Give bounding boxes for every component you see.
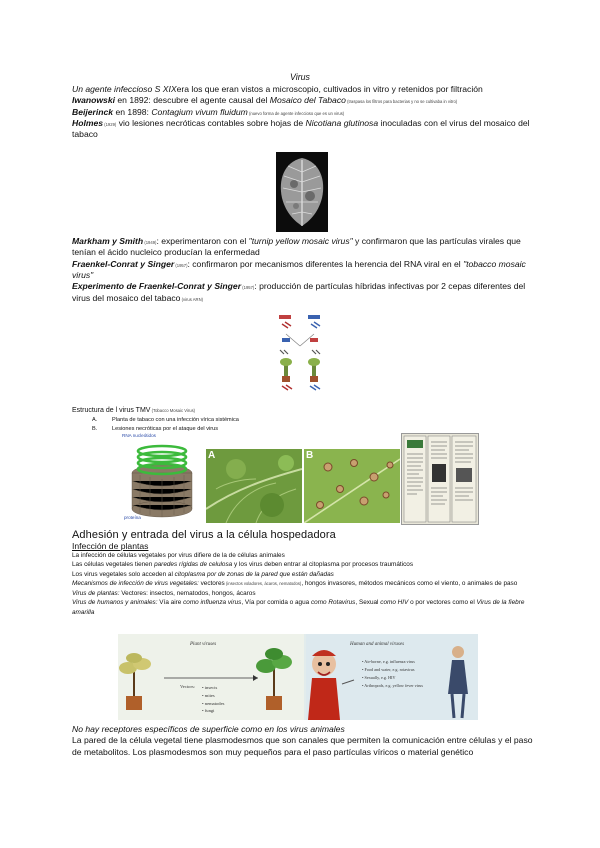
list-item: • Air-borne, e.g. influenza virus (362, 659, 415, 664)
closing-paragraphs (72, 724, 534, 758)
section-body (72, 551, 542, 617)
list-item: A. Planta de tabaco con una infección vírica sistémica (92, 417, 239, 423)
photo-b-label: B (306, 450, 314, 461)
paragraph-holmes: Holmes (1929) vio lesiones necróticas contables sobre hojas de Nicotiana glutinosa inoculadas con el virus del mosaico del tabaco (72, 118, 530, 140)
history-paragraphs (72, 84, 532, 141)
tobacco-leaf-photo (276, 152, 328, 232)
paragraph-plasmodesmos: La pared de la célula vegetal tiene plasmodesmos que son canales que permiten la comunicación entre células y el paso de metabolitos. Los plasmodesmos son muy pequeños para el paso partículas víricos o material genético (72, 735, 533, 757)
paragraph-receptores: No hay receptores específicos de superficie como en los virus animales (72, 724, 345, 734)
rna-label: RNA nucleótidos (122, 433, 156, 438)
plant-vectors-list (202, 684, 224, 715)
tmv-structure-figure (122, 433, 204, 523)
paragraph-agente: Un agente infeccioso S XIXera los que eran vistos a microscopio, cultivados in vitro y retenidos por filtración (72, 84, 483, 94)
line-paredes: Las células vegetales tienen paredes rígidas de celulosa y los virus deben entrar al citoplasma por procesos traumáticos (72, 561, 414, 569)
list-item: • Arthropods, e.g. yellow fever virus (362, 682, 424, 688)
list-item: • Sexually, e.g. HIV (362, 674, 396, 680)
list-item: • mites (202, 692, 215, 698)
section-heading: Adhesión y entrada del virus a la célula hospedadora (72, 529, 336, 541)
protein-label: proteína (124, 515, 141, 520)
vectors-label: Vectors: (180, 684, 196, 689)
paragraph-markham: Markham y Smith (1949): experimentaron con el "turnip yellow mosaic virus" y confirmaron que las partículas virales que tenían el ácido nucleico producían la enfermedad (72, 236, 521, 258)
list-item: • Food and water, e.g. rotavirus (362, 666, 415, 672)
human-viruses-title: Human and animal viruses (350, 642, 405, 647)
plant-viruses-title: Plant viruses (190, 642, 217, 647)
line-mecanismos: Mecanismos de infección de virus vegetales: vectores (insectos voladores, ácaros, nematodos), hongos invasores, métodos mecánicos como el viento, o animales de paso (72, 580, 518, 588)
page-title: Virus (290, 72, 310, 82)
list-item: • fungi (202, 708, 215, 714)
list-item: • insects (202, 685, 218, 690)
experiments-paragraphs (72, 236, 532, 304)
photo-a-label: A (208, 450, 216, 461)
line-virus-humanos: Virus de humanos y animales: Vía aire como influenza virus, Vía por comida o agua como Rotavirus, Sexual como HIV o por vectores como el Virus de la fiebre amarilla (72, 599, 525, 616)
tmv-heading: Estructura de l virus TMV (Tobacco Mosaic Virus) (72, 407, 196, 414)
line-infeccion: La infección de células vegetales por virus difiere de la de células animales (72, 552, 285, 559)
paragraph-beijerinck: Beijerinck en 1898: Contagium vivum fluidum (nuevo forma de agente infeccioso que es un virus) (72, 106, 345, 117)
archive-scan (402, 434, 478, 524)
paragraph-experimento: Experimento de Fraenkel-Conrat y Singer (1957): producción de partículas híbridas infectivas por 2 cepas diferentes del virus del mosaico del tabaco (virus ARN) (72, 281, 526, 303)
experiment-diagram (276, 312, 324, 396)
line-virus-plantas: Virus de plantas: Vectores: insectos, nematodos, hongos, ácaros (72, 589, 256, 597)
paragraph-fraenkel: Fraenkel-Conrat y Singer (1957): confirmaron por mecanismos diferentes la herencia del RNA viral en el "tobacco mosaic virus" (72, 258, 526, 281)
archive-document-image (401, 433, 479, 525)
leaf-a-texture (206, 449, 302, 523)
hybrid-experiment-figure (276, 312, 324, 396)
tmv-list (72, 416, 532, 433)
tmv-rod-illustration (122, 433, 204, 523)
transmission-figure (118, 634, 478, 720)
section-subheading: Infección de plantas (72, 541, 149, 551)
leaf-b-lesions (304, 449, 400, 523)
leaf-photo-b (304, 449, 400, 523)
line-citoplasma: Los virus vegetales solo acceden al citoplasma por de zonas de la pared que están dañadas (72, 570, 334, 578)
human-routes-list (362, 658, 423, 690)
leaf-illustration (276, 152, 328, 232)
paragraph-iwanowski: Iwanowski en 1892: descubre el agente causal del Mosaico del Tabaco (traspasa los filtros para bacterias y no se cultivaba in vitro) (72, 95, 458, 106)
list-item: • nematodes (202, 700, 225, 706)
leaf-photo-a (206, 449, 302, 523)
list-item: B. Lesiones necróticas por el ataque del virus (92, 425, 219, 432)
